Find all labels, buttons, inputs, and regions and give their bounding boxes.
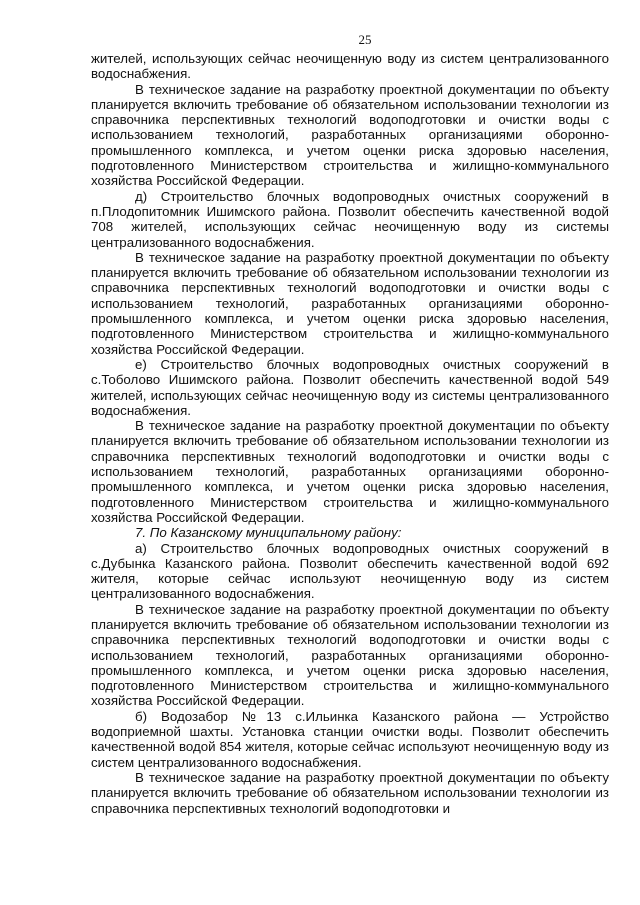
page-number: 25 [358, 32, 372, 47]
paragraph: В техническое задание на разработку проектной документации по объекту планируется включить требование об обязательном использовании технологии из справочника перспективных технологий водоподготовки и [91, 769, 609, 816]
paragraph: е) Строительство блочных водопроводных очистных сооружений в с.Тоболово Ишимского района. Позволит обеспечить качественной водой 549 жителей, использующих сейчас неочищенную воду из системы централизованного водоснабжения. [91, 356, 609, 418]
paragraph: д) Строительство блочных водопроводных очистных сооружений в п.Плодопитомник Ишимского района. Позволит обеспечить качественной водой 708 жителей, использующих сейчас неочищенную воду из системы централизованного водоснабжения. [91, 188, 609, 250]
paragraph: б) Водозабор №13 с.Ильинка Казанского района — Устройство водоприемной шахты. Установка станции очистки воды. Позволит обеспечить качественной водой 854 жителя, которые сейчас используют неочищенную воду из систем централизованного водоснабжения. [91, 708, 609, 770]
paragraph: жителей, использующих сейчас неочищенную воду из систем централизованного водоснабжения. [91, 51, 609, 82]
paragraph: В техническое задание на разработку проектной документации по объекту планируется включить требование об обязательном использовании технологии из справочника перспективных технологий водоподготовки и очистки воды с использованием технологий, разработанных организациями оборонно-промышленного комплекса, и учетом оценки риска здоровью населения, подготовленного Министерством строительства и жилищно-коммунального хозяйства Российской Федерации. [91, 418, 609, 525]
paragraph: В техническое задание на разработку проектной документации по объекту планируется включить требование об обязательном использовании технологии из справочника перспективных технологий водоподготовки и очистки воды с использованием технологий, разработанных организациями оборонно-промышленного комплекса, и учетом оценки риска здоровью населения, подготовленного Министерством строительства и жилищно-коммунального хозяйства Российской Федерации. [91, 601, 609, 709]
paragraph: В техническое задание на разработку проектной документации по объекту планируется включить требование об обязательном использовании технологии из справочника перспективных технологий водоподготовки и очистки воды с использованием технологий, разработанных организациями оборонно-промышленного комплекса, и учетом оценки риска здоровью населения, подготовленного Министерством строительства и жилищно-коммунального хозяйства Российской Федерации. [91, 81, 609, 189]
paragraph: В техническое задание на разработку проектной документации по объекту планируется включить требование об обязательном использовании технологии из справочника перспективных технологий водоподготовки и очистки воды с использованием технологий, разработанных организациями оборонно-промышленного комплекса, и учетом оценки риска здоровью населения, подготовленного Министерством строительства и жилищно-коммунального хозяйства Российской Федерации. [91, 249, 609, 357]
section-heading: 7. По Казанскому муниципальному району: [135, 525, 402, 541]
paragraph: а) Строительство блочных водопроводных очистных сооружений в с.Дубынка Казанского района. Позволит обеспечить качественной водой 692 жителя, которые сейчас используют неочищенную воду из систем централизованного водоснабжения. [91, 540, 609, 602]
